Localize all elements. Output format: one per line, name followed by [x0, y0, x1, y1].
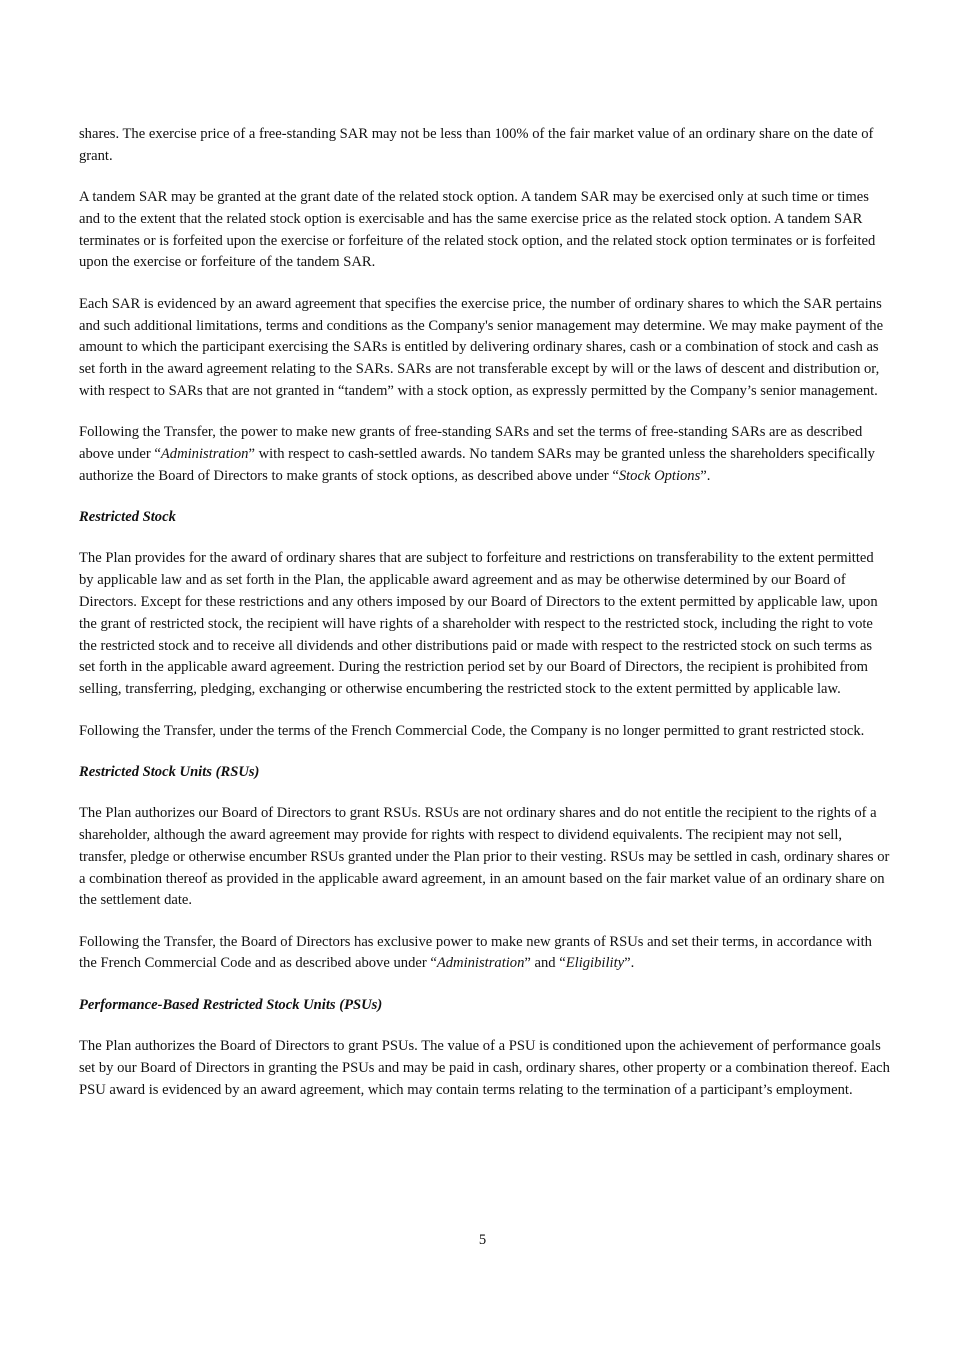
- sar-paragraph-award-agreement: Each SAR is evidenced by an award agreement that specifies the exercise price, the number of ordinary shares to which the SAR pertains and such additional limitations, terms and conditions as the Company's senior management may determine. We may make payment of the amount to which the participant exercising the SARs is entitled by delivering ordinary shares, cash or a combination of stock and cash as set forth in the award agreement relating to the SARs. SARs are not transferable except by will or the laws of descent and distribution or, with respect to SARs that are not granted in “tandem” with a stock option, as expressly permitted by the Company’s senior management.: [79, 295, 884, 399]
- restricted-stock-paragraph-following-transfer: Following the Transfer, under the terms of the French Commercial Code, the Company is no longer permitted to grant restricted stock.: [79, 722, 865, 739]
- text-run: ” and “: [524, 955, 566, 972]
- italic-reference-stock-options: Stock Options: [618, 467, 701, 484]
- italic-reference-eligibility: Eligibility: [565, 955, 625, 972]
- sar-paragraph-following-transfer: [79, 422, 891, 487]
- text-run: ” with respect to cash-settled awards. No tandem SARs may be granted unless the shareholders specifically authorize the Board of Directors to make grants of stock options, as described above under “: [79, 446, 875, 484]
- italic-reference-administration: Administration: [436, 955, 525, 972]
- text-run: Following the Transfer, the Board of Directors has exclusive power to make new grants of RSUs and set their terms, in accordance with the French Commercial Code and as described above under “: [79, 933, 872, 972]
- restricted-stock-paragraph-award: The Plan provides for the award of ordinary shares that are subject to forfeiture and restrictions on transferability to the extent permitted by applicable law and as set forth in the Plan, the applicable award agreement and as may be otherwise determined by our Board of Directors. Except for these restrictions and any others imposed by our Board of Directors to the extent permitted by applicable law, upon the grant of restricted stock, the recipient will have rights of a shareholder with respect to the restricted stock, including the right to vote the restricted stock and to receive all dividends and other distributions paid or made with respect to the restricted stock on such terms as set forth in the applicable award agreement. During the restriction period set by our Board of Directors, the recipient is prohibited from selling, transferring, pledging, exchanging or otherwise encumbering the restricted stock to the extent permitted by applicable law.: [79, 550, 878, 698]
- text-run: ”.: [700, 467, 711, 484]
- italic-reference-administration: Administration: [160, 446, 249, 463]
- page-number: 5: [478, 1232, 487, 1248]
- section-heading-psus: Performance-Based Restricted Stock Units (PSUs): [79, 996, 383, 1013]
- rsu-paragraph-authorization: The Plan authorizes our Board of Directors to grant RSUs. RSUs are not ordinary shares and do not entitle the recipient to the rights of a shareholder, although the award agreement may provide for rights with respect to dividend equivalents. The recipient may not sell, transfer, pledge or otherwise encumber RSUs granted under the Plan prior to their vesting. RSUs may be settled in cash, ordinary shares or a combination thereof as provided in the applicable award agreement, in an amount based on the fair market value of an ordinary share on the settlement date.: [79, 805, 890, 909]
- section-heading-restricted-stock: Restricted Stock: [79, 509, 176, 526]
- text-run: Following the Transfer, the power to make new grants of free-standing SARs and set the terms of free-standing SARs are as described above under “: [79, 424, 863, 463]
- document-page: [79, 124, 891, 1121]
- psu-paragraph-authorization: The Plan authorizes the Board of Directors to grant PSUs. The value of a PSU is conditioned upon the achievement of performance goals set by our Board of Directors in granting the PSUs and may be paid in cash, ordinary shares, other property or a combination thereof. Each PSU award is evidenced by an award agreement, which may contain terms relating to the termination of a participant’s employment.: [79, 1038, 890, 1098]
- rsu-paragraph-following-transfer: [79, 932, 891, 976]
- sar-paragraph-tandem: A tandem SAR may be granted at the grant date of the related stock option. A tandem SAR may be exercised only at such time or times and to the extent that the related stock option is exercisable and has the same exercise price as the related stock option. A tandem SAR terminates or is forfeited upon the exercise or forfeiture of the related stock option, and the related stock option terminates or is forfeited upon the exercise or forfeiture of the tandem SAR.: [79, 189, 876, 271]
- sar-paragraph-exercise-price: shares. The exercise price of a free-standing SAR may not be less than 100% of the fair market value of an ordinary share on the date of grant.: [79, 126, 874, 164]
- section-heading-rsus: Restricted Stock Units (RSUs): [79, 763, 260, 780]
- text-run: ”.: [624, 955, 635, 972]
